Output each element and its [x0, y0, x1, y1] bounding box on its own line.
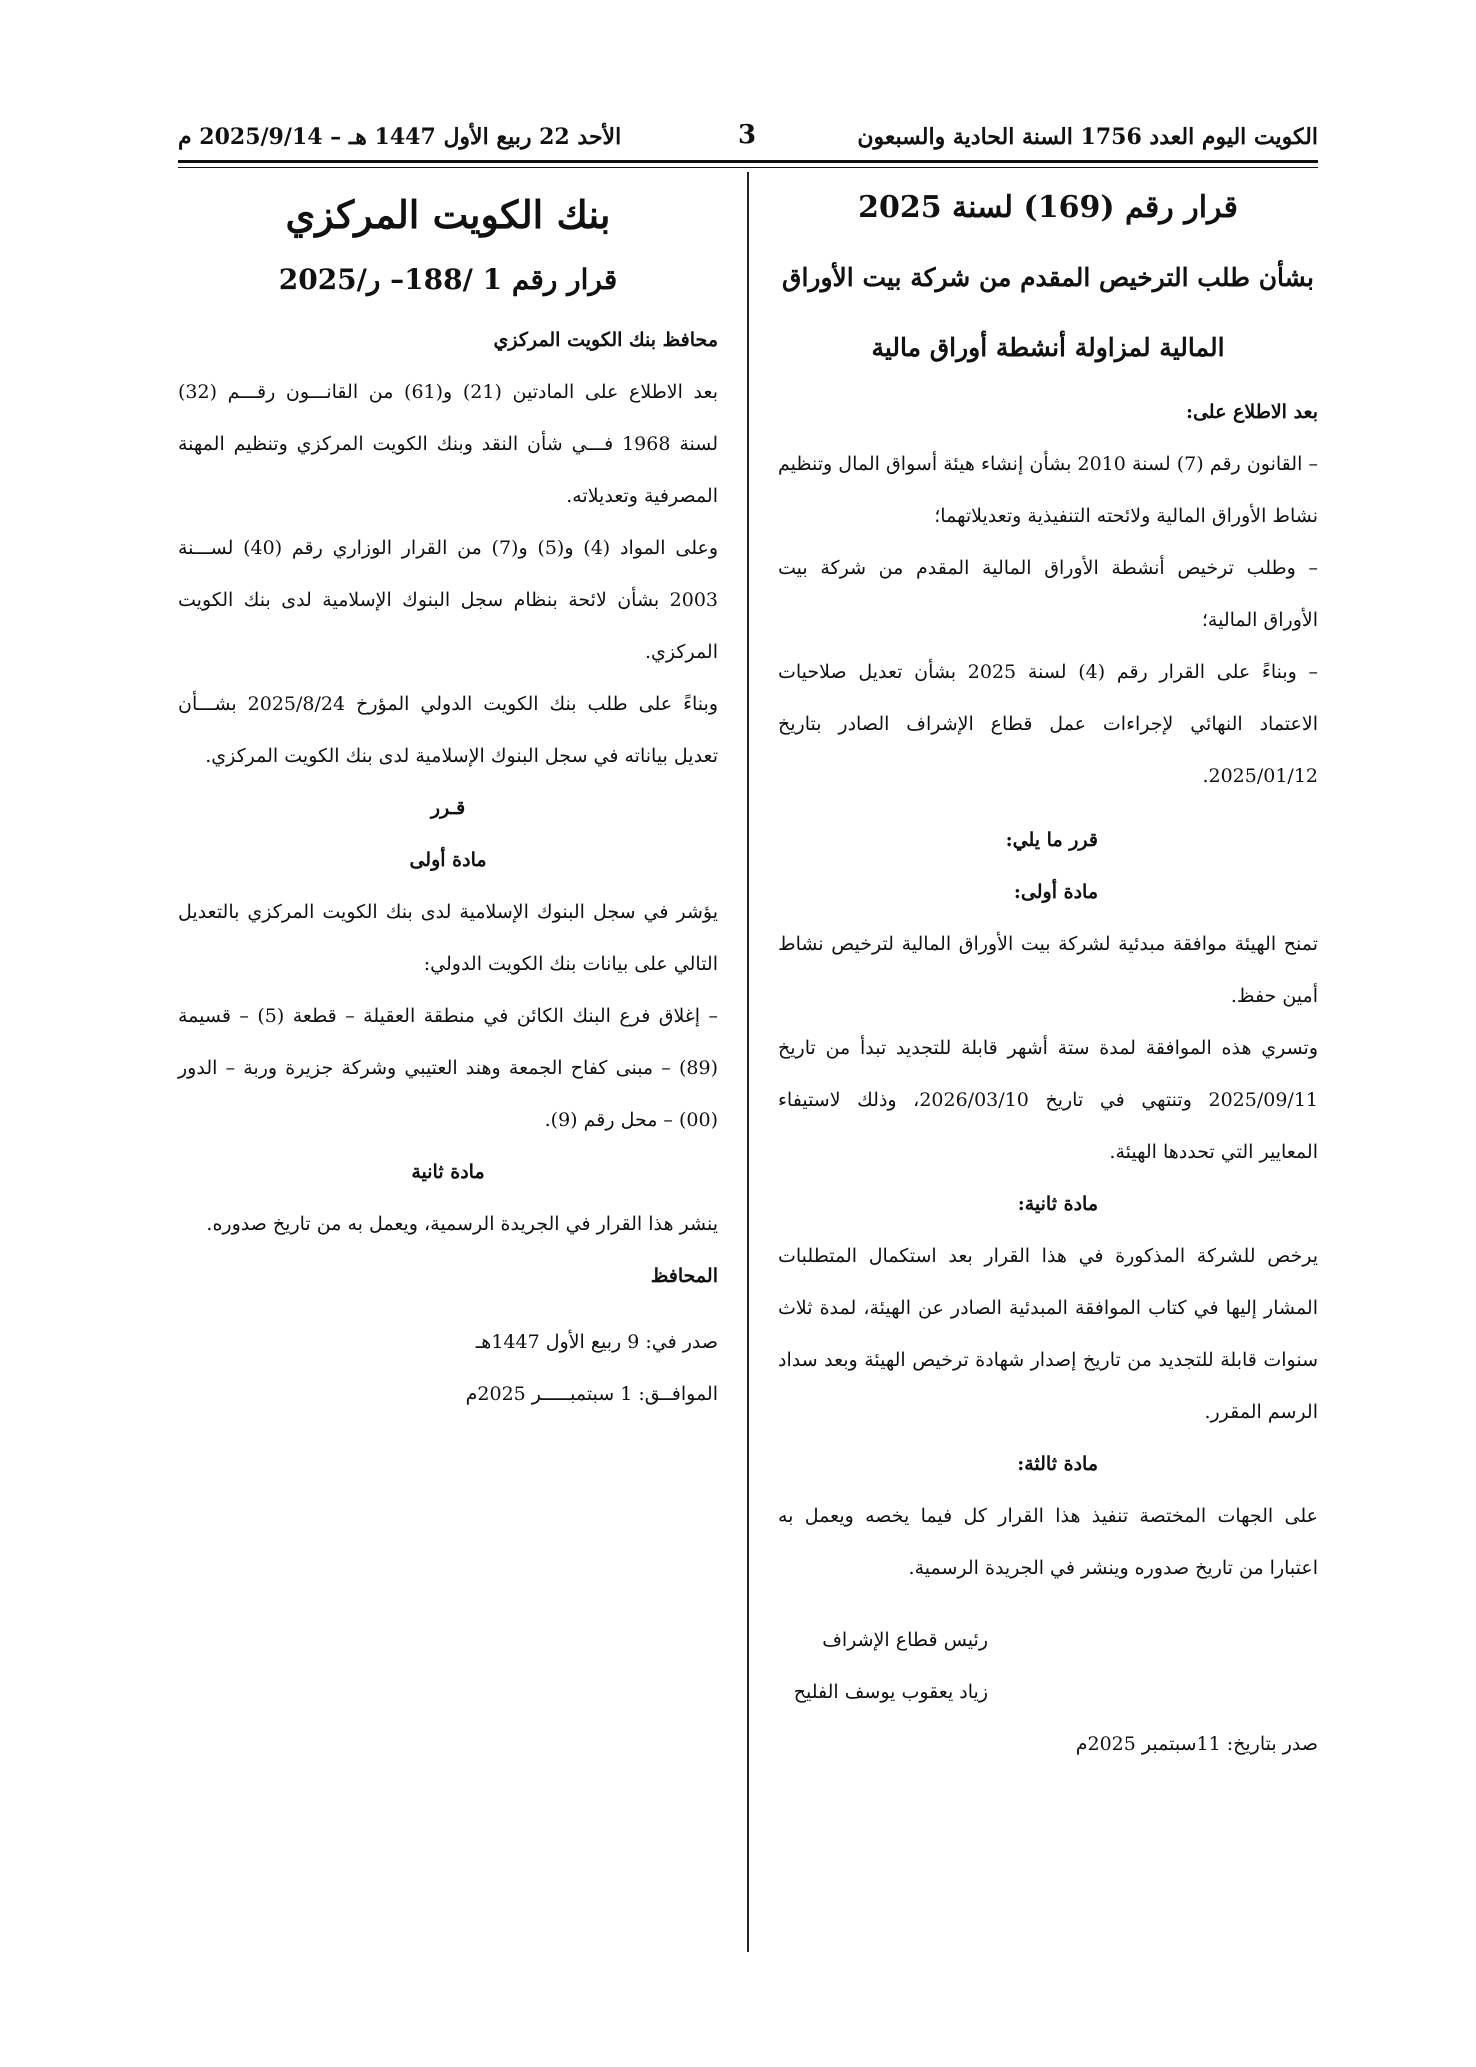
bank-article-2-label: مادة ثانية [411, 1161, 485, 1183]
decision-title: قرار رقم (169) لسنة 2025 [858, 190, 1238, 225]
article-2-text: يرخص للشركة المذكورة في هذا القرار بعد استكمال المتطلبات المشار إليها في كتاب الموافقة المبدئية الصادر عن الهيئة، لمدة ثلاث سنوات قابلة للتجديد من تاريخ إصدار شهادة ترخيص الهيئة وبعد سداد الرسم المقرر. [778, 1245, 1318, 1423]
bank-article-1-label: مادة أولى [409, 849, 487, 871]
issue-date: الأحد 22 ربيع الأول 1447 هـ – 2025/9/14 م [178, 124, 622, 150]
signatory-title: رئيس قطاع الإشراف [822, 1629, 988, 1651]
signatory-name: زياد يعقوب يوسف الفليح [793, 1681, 988, 1703]
governor-label: محافظ بنك الكويت المركزي [493, 329, 718, 351]
preamble-item-3: – وبناءً على القرار رقم (4) لسنة 2025 بشأن تعديل صلاحيات الاعتماد النهائي لإجراءات عمل قطاع الإشراف الصادر بتاريخ 2025/01/12. [778, 661, 1319, 787]
issued-date: صدر بتاريخ: 11سبتمبر 2025م [1075, 1733, 1318, 1755]
article-3-label: مادة ثالثة: [1017, 1453, 1098, 1475]
bank-issued-gregorian: الموافــق: 1 سبتمبـــــر 2025م [465, 1383, 718, 1405]
column-divider [747, 172, 749, 1952]
right-column [778, 180, 1318, 1770]
article-1-text-2: وتسري هذه الموافقة لمدة ستة أشهر قابلة للتجديد تبدأ من تاريخ 2025/09/11 وتنتهي في تاريخ 2026/03/10، وذلك لاستيفاء المعايير التي تحددها الهيئة. [778, 1037, 1318, 1163]
bank-decided-label: قـرر [430, 797, 466, 819]
left-column [178, 180, 718, 1420]
bank-title: بنك الكويت المركزي [285, 192, 611, 237]
issue-info: الكويت اليوم العدد 1756 السنة الحادية والسبعون [857, 124, 1318, 150]
bank-article-1-item: – إغلاق فرع البنك الكائن في منطقة العقيلة – قطعة (5) – قسيمة (89) – مبنى كفاح الجمعة وهند العتيبي وشركة جزيرة وربة – الدور (00) – محل رقم (9). [178, 1005, 718, 1131]
bank-decision-number: قرار رقم 1 /188– ر/2025 [278, 263, 618, 296]
decided-label: قرر ما يلي: [1005, 829, 1098, 851]
bank-preamble-2: وعلى المواد (4) و(5) و(7) من القرار الوزاري رقم (40) لســـنة 2003 بشأن لائحة بنظام سجل البنوك الإسلامية لدى بنك الكويت المركزي. [178, 537, 718, 663]
article-1-label: مادة أولى: [1013, 881, 1098, 903]
bank-preamble-1: بعد الاطلاع على المادتين (21) و(61) من القانـــون رقـــم (32) لسنة 1968 فـــي شأن النقد وبنك الكويت المركزي وتنظيم المهنة المصرفية وتعديلاته. [178, 381, 718, 507]
header-rule-thin [178, 167, 1318, 168]
decision-subtitle-line1: بشأن طلب الترخيص المقدم من شركة بيت الأوراق [782, 263, 1314, 292]
page-header [178, 118, 1318, 158]
page-number: 3 [738, 120, 757, 150]
bank-issued-hijri: صدر في: 9 ربيع الأول 1447هـ [475, 1331, 718, 1353]
bank-article-2-text: ينشر هذا القرار في الجريدة الرسمية، ويعمل به من تاريخ صدوره. [206, 1213, 718, 1235]
article-3-text: على الجهات المختصة تنفيذ هذا القرار كل فيما يخصه ويعمل به اعتبارا من تاريخ صدوره وينشر في الجريدة الرسمية. [778, 1505, 1318, 1579]
article-2-label: مادة ثانية: [1017, 1193, 1098, 1215]
preamble-item-1: – القانون رقم (7) لسنة 2010 بشأن إنشاء هيئة أسواق المال وتنظيم نشاط الأوراق المالية ولائحته التنفيذية وتعديلاتهما؛ [778, 453, 1318, 527]
bank-preamble-3: وبناءً على طلب بنك الكويت الدولي المؤرخ 2025/8/24 بشـــأن تعديل بياناته في سجل البنوك الإسلامية لدى بنك الكويت المركزي. [178, 693, 718, 767]
bank-article-1-text: يؤشر في سجل البنوك الإسلامية لدى بنك الكويت المركزي بالتعديل التالي على بيانات بنك الكويت الدولي: [178, 901, 718, 975]
header-rule-thick [178, 160, 1318, 163]
bank-signatory: المحافظ [650, 1265, 718, 1287]
decision-subtitle-line2: المالية لمزاولة أنشطة أوراق مالية [871, 333, 1225, 362]
preamble-label: بعد الاطلاع على: [1185, 401, 1318, 423]
preamble-item-2: – وطلب ترخيص أنشطة الأوراق المالية المقدم من شركة بيت الأوراق المالية؛ [778, 557, 1318, 631]
article-1-text-1: تمنح الهيئة موافقة مبدئية لشركة بيت الأوراق المالية لترخيص نشاط أمين حفظ. [778, 933, 1318, 1007]
